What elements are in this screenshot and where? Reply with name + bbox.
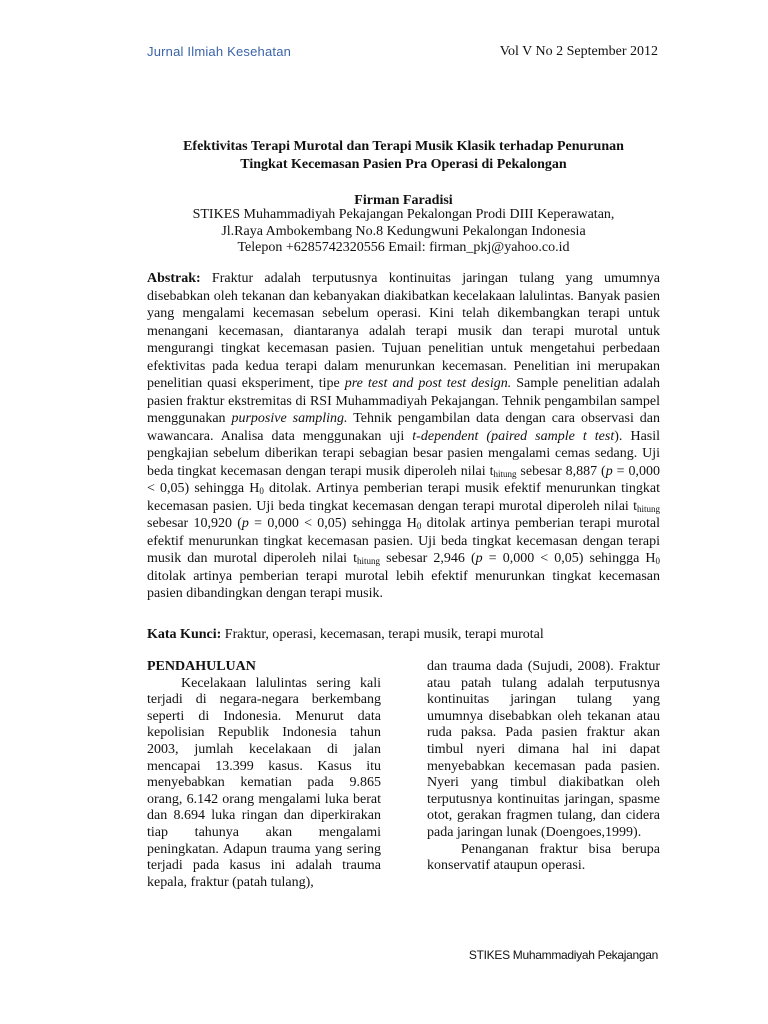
abstract-text: sebesar 10,920 ( <box>147 516 242 531</box>
keywords-text: Fraktur, operasi, kecemasan, terapi musik, terapi murotal <box>224 627 544 642</box>
paper-title <box>147 138 660 174</box>
abstract-text: ditolak artinya pemberian terapi murotal lebih efektif menurunkan tingkat kecemasan pasien dibandingkan dengan terapi musik. <box>147 568 660 601</box>
journal-name: Jurnal Ilmiah Kesehatan <box>147 44 292 59</box>
abstract-text: ditolak. Artinya pemberian terapi musik efektif menurunkan tingkat kecemasan pasien. Uji beda tingkat kecemasan dengan terapi murotal diperoleh nilai t <box>147 481 660 514</box>
subscript: 0 <box>416 521 422 531</box>
body-paragraph: dan trauma dada (Sujudi, 2008). Fraktur atau patah tulang adalah terputusnya kontinuitas jaringan tulang yang umumnya disebabkan oleh tekanan atau ruda paksa. Pada pasien fraktur akan timbul nyeri dimana hal ini dapat menyebabkan kecemasan pada pasien. Nyeri yang timbul diakibatkan oleh terputusnya kontinuitas jaringan, spasme otot, gerakan fragmen tulang, dan cidera pada jaringan lunak (Doengoes,1999). <box>427 659 660 840</box>
abstract-italic: t-dependent (paired sample t test <box>412 428 615 444</box>
abstract-text: sebesar 8,887 ( <box>516 463 606 479</box>
abstract-text: = 0,000 < 0,05) sehingga H <box>248 516 417 531</box>
subscript: hitung <box>357 556 381 566</box>
title-line: Efektivitas Terapi Murotal dan Terapi Musik Klasik terhadap Penurunan <box>183 139 624 154</box>
abstract-label: Abstrak: <box>147 271 201 286</box>
abstract <box>147 270 660 603</box>
abstract-text: sebesar 2,946 ( <box>380 551 476 566</box>
subscript: hitung <box>636 503 660 514</box>
body-paragraph: Penanganan fraktur bisa berupa konservatif ataupun operasi. <box>427 841 660 874</box>
abstract-text: Tehnik pengambilan data dengan cara observasi dan wawancara. Analisa data menggunakan uji <box>147 411 660 444</box>
subscript: 0 <box>259 486 264 496</box>
keywords-label: Kata Kunci: <box>147 627 222 642</box>
author-affiliation <box>147 207 660 257</box>
section-heading: PENDAHULUAN <box>147 659 256 674</box>
title-line: Tingkat Kecemasan Pasien Pra Operasi di Pekalongan <box>240 157 567 172</box>
footer-institution: STIKES Muhammadiyah Pekajangan <box>468 948 658 962</box>
abstract-text: = 0,000 < 0,05) sehingga H <box>147 463 660 496</box>
abstract-italic: pre test and post test design. <box>344 376 512 391</box>
subscript: hitung <box>493 468 517 479</box>
subscript: 0 <box>655 556 660 566</box>
p-symbol: p <box>241 516 249 531</box>
affiliation-line: Telepon +6285742320556 Email: firman_pkj@yahoo.co.id <box>237 240 570 255</box>
affiliation-line: STIKES Muhammadiyah Pekajangan Pekalongan Prodi DIII Keperawatan, <box>192 207 615 222</box>
abstract-italic: purposive sampling. <box>231 411 348 426</box>
keywords <box>147 626 660 644</box>
body-column-right <box>427 659 660 875</box>
body-paragraph: Kecelakaan lalulintas sering kali terjadi di negara-negara berkembang seperti di Indonesia. Menurut data kepolisian Republik Indonesia tahun 2003, jumlah kecelakaan di jalan mencapai 13.399 kasus. Kasus itu menyebabkan kematian pada 9.865 orang, 6.142 orang mengalami luka berat dan 8.694 luka ringan dan diperkirakan tiap tahunya akan mengalami peningkatan. Adapun trauma yang sering terjadi pada kasus ini adalah trauma kepala, fraktur (patah tulang), <box>147 675 381 890</box>
affiliation-line: Jl.Raya Ambokembang No.8 Kedungwuni Pekalongan Indonesia <box>221 223 586 239</box>
abstract-text: ditolak artinya pemberian terapi murotal efektif menurunkan tingkat kecemasan pasien. Uji beda tingkat kecemasan dengan terapi musik dan murotal diperoleh nilai t <box>147 516 660 566</box>
p-symbol: p <box>475 551 483 566</box>
abstract-text: Sample penelitian adalah pasien fraktur ekstremitas di RSI Muhammadiyah Pekajangan. Tehnik pengambilan sampel menggunakan <box>147 376 661 426</box>
author-name: Firman Faradisi <box>354 193 453 208</box>
abstract-text: Fraktur adalah terputusnya kontinuitas jaringan tulang yang umumnya disebabkan oleh tekanan dan kebanyakan diakibatkan kecelakaan lalulintas. Banyak pasien yang mengalami kecemasan sebelum operasi. Kini telah dikembangkan terapi untuk menangani kecemasan, diantaranya adalah terapi musik dan terapi murotal untuk mengurangi tingkat kecemasan pasien. Tujuan penelitian untuk mengetahui perbedaan efektivitas pada kedua terapi dalam menurunkan kecemasan. Penelitian ini merupakan penelitian quasi eksperiment, tipe <box>147 271 660 391</box>
body-column-left <box>147 659 381 891</box>
abstract-text: = 0,000 < 0,05) sehingga H <box>482 551 656 566</box>
journal-volume: Vol V No 2 September 2012 <box>499 44 658 59</box>
p-symbol: p <box>605 463 613 479</box>
abstract-text: ). Hasil pengkajian sebelum diberikan terapi sebagian besar pasien mengalami cemas sedang. Uji beda tingkat kecemasan dengan terapi musik diperoleh nilai t <box>147 428 661 479</box>
